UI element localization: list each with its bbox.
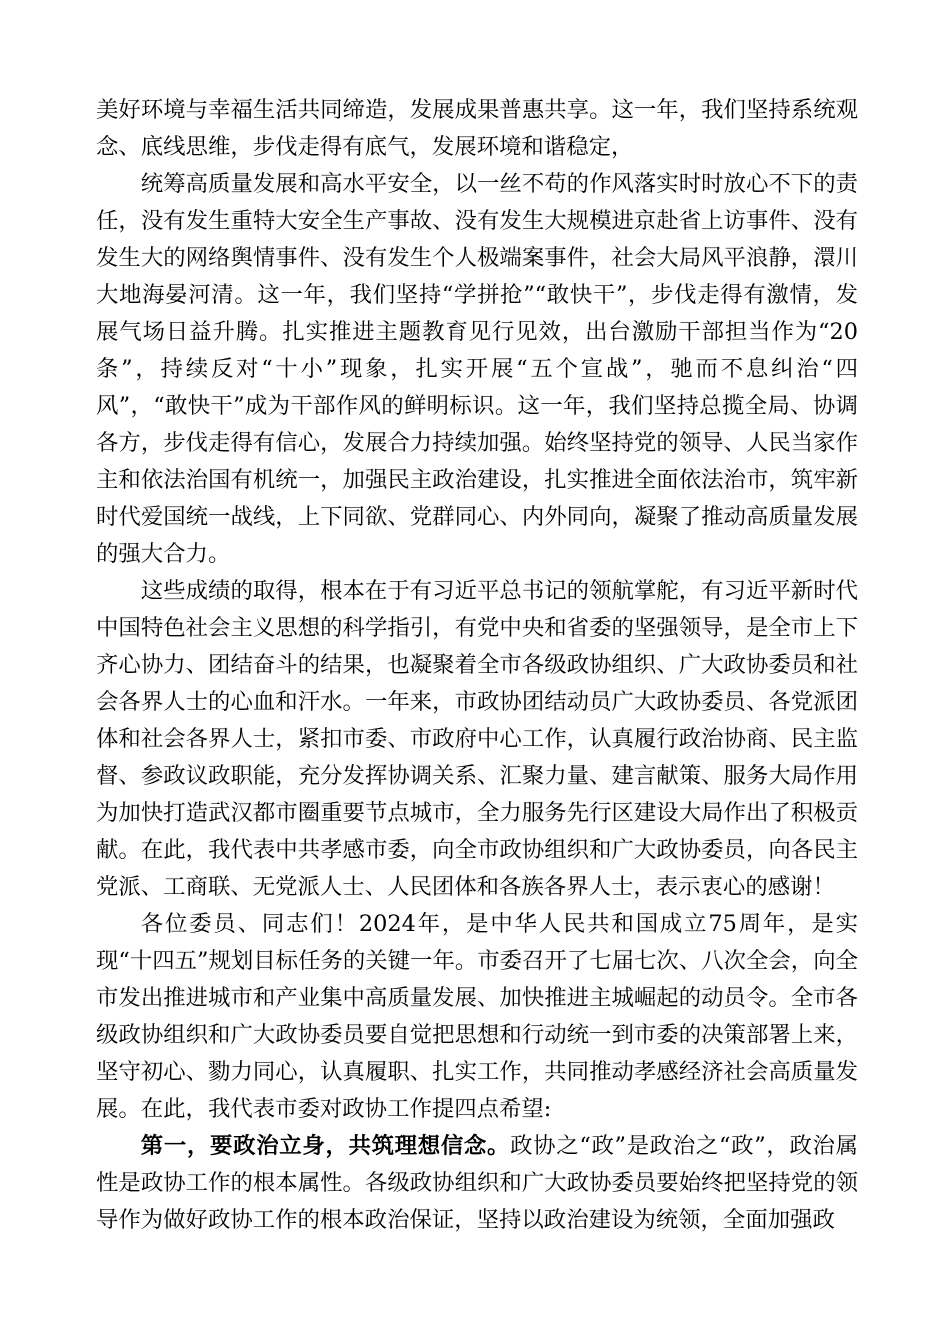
paragraph-5-text: 政协之“政”是政治之“政”，政治属性是政协工作的根本属性。各级政协组织和广大政协委员要始终把坚持党的领导作为做好政协工作的根本政治保证，坚持以政治建设为统领，全面加强政 — [96, 1133, 858, 1233]
paragraph-3 — [96, 573, 858, 906]
paragraph-1 — [96, 92, 858, 166]
paragraph-3-text: 这些成绩的取得，根本在于有习近平总书记的领航掌舵，有习近平新时代中国特色社会主义思想的科学指引，有党中央和省委的坚强领导，是全市上下齐心协力、团结奋斗的结果，也凝聚着全市各级政协组织、广大政协委员和社会各界人士的心血和汗水。一年来，市政协团结动员广大政协委员、各党派团体和社会各界人士，紧扣市委、市政府中心工作，认真履行政治协商、民主监督、参政议政职能，充分发挥协调关系、汇聚力量、建言献策、服务大局作用为加快打造武汉都市圈重要节点城市，全力服务先行区建设大局作出了积极贡献。在此，我代表中共孝感市委，向全市政协组织和广大政协委员，向各民主党派、工商联、无党派人士、人民团体和各族各界人士，表示衷心的感谢！ — [96, 578, 858, 900]
paragraph-2-text: 统筹高质量发展和高水平安全，以一丝不苟的作风落实时时放心不下的责任，没有发生重特大安全生产事故、没有发生大规模进京赴省上访事件、没有发生大的网络舆情事件、没有发生个人极端案事件，社会大局风平浪静，澴川大地海晏河清。这一年，我们坚持“学拼抢”“敢快干”，步伐走得有激情，发展气场日益升腾。扎实推进主题教育见行见效，出台激励干部担当作为“20条”，持续反对“十小”现象，扎实开展“五个宣战”，驰而不息纠治“四风”，“敢快干”成为干部作风的鲜明标识。这一年，我们坚持总揽全局、协调各方，步伐走得有信心，发展合力持续加强。始终坚持党的领导、人民当家作主和依法治国有机统一，加强民主政治建设，扎实推进全面依法治市，筑牢新时代爱国统一战线，上下同欲、党群同心、内外同向，凝聚了推动高质量发展的强大合力。 — [96, 171, 858, 567]
paragraph-4-text: 各位委员、同志们！2024年，是中华人民共和国成立75周年，是实现“十四五”规划目标任务的关键一年。市委召开了七届七次、八次全会，向全市发出推进城市和产业集中高质量发展、加快推进主城崛起的动员令。全市各级政协组织和广大政协委员要自觉把思想和行动统一到市委的决策部署上来，坚守初心、勠力同心，认真履职、扎实工作，共同推动孝感经济社会高质量发展。在此，我代表市委对政协工作提四点希望: — [96, 911, 858, 1122]
paragraph-5-heading: 第一，要政治立身，共筑理想信念。 — [140, 1133, 511, 1159]
paragraph-5 — [96, 1128, 858, 1239]
paragraph-2 — [96, 166, 858, 573]
paragraph-1-text: 美好环境与幸福生活共同缔造，发展成果普惠共享。这一年，我们坚持系统观念、底线思维，步伐走得有底气，发展环境和谐稳定， — [96, 97, 858, 160]
paragraph-4 — [96, 906, 858, 1128]
document-page — [96, 92, 858, 1239]
